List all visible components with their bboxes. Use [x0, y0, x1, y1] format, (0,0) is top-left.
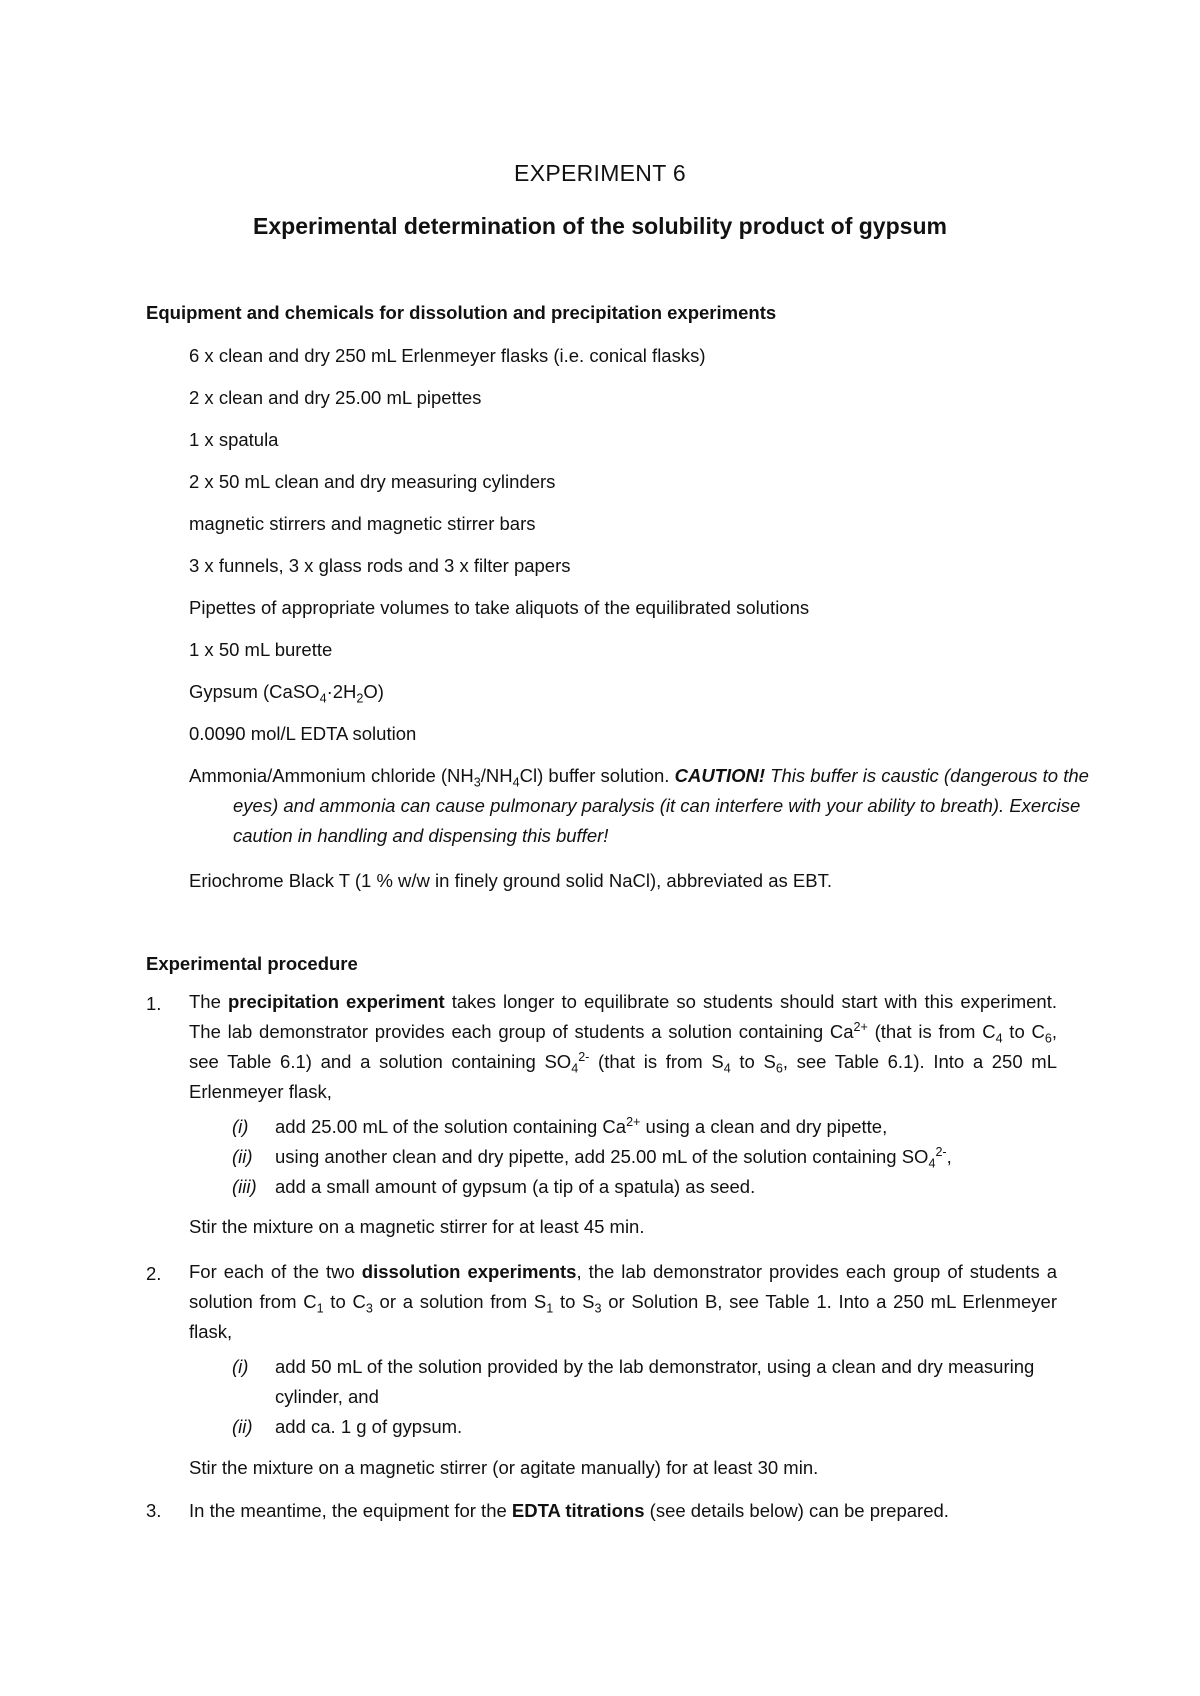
equipment-item: 3 x funnels, 3 x glass rods and 3 x filter papers: [189, 555, 571, 576]
step-number: 1.: [146, 993, 162, 1014]
document-title: Experimental determination of the solubility product of gypsum: [253, 213, 947, 239]
sub-step-label: (ii): [232, 1146, 253, 1167]
sub-step-text: add a small amount of gypsum (a tip of a spatula) as seed.: [275, 1176, 756, 1197]
sub-step-text: add 25.00 mL of the solution containing $Ca^{2+}$ using a clean and dry pipette,: [275, 1114, 888, 1137]
caution-label: CAUTION!: [674, 765, 766, 786]
equipment-heading: Equipment and chemicals for dissolution and precipitation experiments: [146, 302, 777, 323]
equipment-item: magnetic stirrers and magnetic stirrer bars: [189, 513, 536, 534]
equipment-item-ammonia-buffer: Ammonia/Ammonium chloride $(NH_3/NH_4Cl)$ buffer solution. CAUTION! This buffer is caustic (dangerous to the eyes) and ammonia can cause pulmonary paralysis (it can interfere with your ability to breath). Exercise caution in handling and dispensing this buffer!: [189, 765, 1089, 846]
experiment-label: EXPERIMENT 6: [514, 160, 686, 186]
sub-step-label: (ii): [232, 1416, 253, 1437]
equipment-item: 1 x 50 mL burette: [189, 639, 333, 660]
stir-instruction: Stir the mixture on a magnetic stirrer (or agitate manually) for at least 30 min.: [189, 1457, 819, 1478]
sub-step-label: (i): [232, 1116, 249, 1137]
sub-step-text: add 50 mL of the solution provided by the lab demonstrator, using a clean and dry measuring cylinder, and: [275, 1356, 1035, 1407]
step-1-text: The precipitation experiment takes longer to equilibrate so students should start with this experiment. The lab demonstrator provides each group of students a solution containing $Ca^{2+}$ (that is from $C_4$ to $C_6$, see Table 6.1) and a solution containing $SO_4^{2-}$ (that is from $S_4$ to $S_6$, see Table 6.1). Into a 250 mL Erlenmeyer flask,: [189, 991, 1057, 1102]
step-number: 3.: [146, 1500, 162, 1521]
equipment-item: 2 x 50 mL clean and dry measuring cylinders: [189, 471, 556, 492]
equipment-item: 1 x spatula: [189, 429, 279, 450]
step-number: 2.: [146, 1263, 162, 1284]
procedure-heading: Experimental procedure: [146, 953, 358, 974]
equipment-item-ebt: Eriochrome Black T (1 % w/w in finely ground solid NaCl), abbreviated as EBT.: [189, 870, 832, 891]
step-2-text: For each of the two dissolution experiments, the lab demonstrator provides each group of students a solution from $C_1$ to $C_3$ or a solution from $S_1$ to $S_3$ or Solution B, see Table 1. Into a 250 mL Erlenmeyer flask,: [189, 1261, 1057, 1342]
sub-step-text: add ca. 1 g of gypsum.: [275, 1416, 463, 1437]
sub-step-label: (i): [232, 1356, 249, 1377]
sub-step-label: (iii): [232, 1176, 257, 1197]
sub-step-text: using another clean and dry pipette, add 25.00 mL of the solution containing $SO_4^{2-}$,: [275, 1144, 952, 1171]
equipment-item: Pipettes of appropriate volumes to take aliquots of the equilibrated solutions: [189, 597, 810, 618]
stir-instruction: Stir the mixture on a magnetic stirrer for at least 45 min.: [189, 1216, 645, 1237]
caution-text: This buffer is caustic (dangerous to the eyes) and ammonia can cause pulmonary paralysis (it can interfere with your ability to breath). Exercise caution in handling and dispensing this buffer!: [233, 765, 1089, 846]
equipment-item: 6 x clean and dry 250 mL Erlenmeyer flasks (i.e. conical flasks): [189, 345, 706, 366]
equipment-item-edta: 0.0090 mol/L EDTA solution: [189, 723, 417, 744]
equipment-item: 2 x clean and dry 25.00 mL pipettes: [189, 387, 482, 408]
equipment-item-gypsum: Gypsum $(CaSO_4\cdot 2H_2O)$: [189, 681, 384, 706]
step-3-text: In the meantime, the equipment for the EDTA titrations (see details below) can be prepared.: [189, 1500, 949, 1521]
